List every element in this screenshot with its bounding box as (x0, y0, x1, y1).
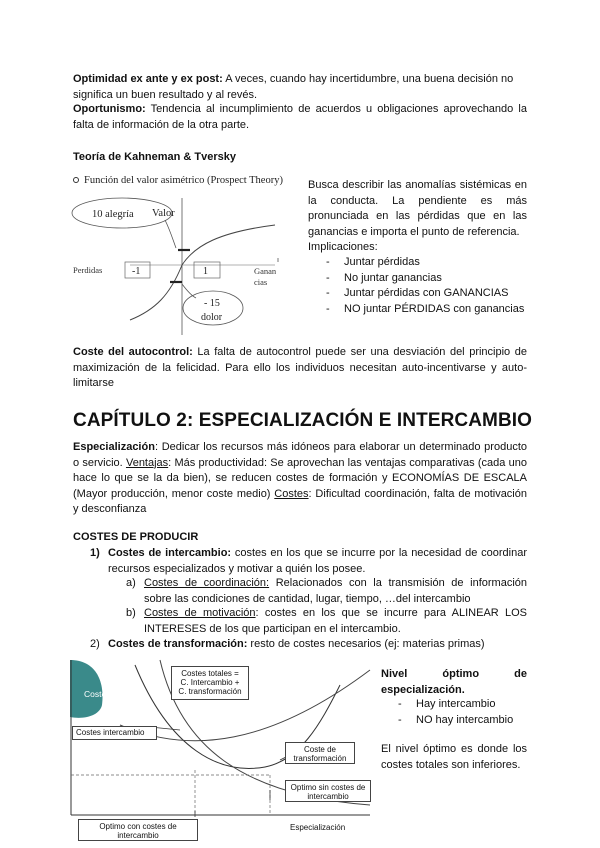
transformacion-line-1: Coste de (303, 745, 337, 754)
nivel-optimo-title-2: especialización. (381, 683, 465, 696)
especializacion-paragraph (73, 440, 527, 518)
optimo-sin-box (285, 780, 371, 802)
cost-sub-a-letter: a) (126, 577, 136, 589)
sin-line-1: Optimo sin costes de (290, 783, 366, 792)
cost-item-2-number: 2) (90, 638, 100, 650)
sin-line-2: intercambio (307, 792, 349, 801)
implicaciones-list (326, 255, 536, 317)
optimidad-term: Optimidad ex ante y ex post: (73, 73, 223, 85)
cost-sub-b-letter: b) (126, 607, 136, 619)
especializacion-axis-label: Especialización (290, 823, 346, 832)
list-item: - No juntar ganancias (326, 271, 442, 284)
nivel-optimo-title-1: Nivel óptimo de (381, 668, 527, 680)
con-line-2: intercambio (117, 831, 159, 840)
list-item: - Juntar pérdidas con GANANCIAS (326, 287, 509, 299)
dolor-arrow (182, 284, 196, 298)
list-item: - Juntar pérdidas (326, 256, 420, 268)
ganancias-label-1: Ganan (254, 266, 277, 276)
ganancias-label-2: cias (254, 277, 268, 287)
cost-item-1 (108, 546, 527, 577)
prospect-theory-figure (70, 170, 300, 340)
list-item: - Hay intercambio (398, 698, 496, 710)
especializacion-term: Especialización (73, 441, 155, 453)
nivel-optimo-title (381, 667, 527, 698)
especializacion-text-1: : Dedicar los recursos más idóneos para elaborar un determinado producto o servicio. (73, 441, 527, 469)
autocontrol-paragraph (73, 345, 527, 392)
oportunismo-text: Tendencia al incumplimiento de acuerdos u obligaciones aprovechando la falta de información de la otra parte. (73, 103, 527, 131)
cost-item-2-text: resto de costes necesarios (ej: materias primas) (247, 638, 485, 650)
list-item: - NO hay intercambio (398, 713, 514, 726)
alegria-arrow (165, 220, 176, 248)
chapter-title: CAPÍTULO 2: ESPECIALIZACIÓN E INTERCAMBIO (73, 410, 533, 431)
cost-item-1-term: Costes de intercambio: (108, 547, 232, 559)
dolor-label: dolor (201, 312, 223, 323)
oportunismo-term: Oportunismo: (73, 103, 146, 115)
prospect-theory-svg (70, 170, 300, 340)
especializacion-text-3: : Dificultad coordinación, falta de motivación y desconfianza (73, 487, 527, 515)
optimo-con-box (78, 819, 198, 841)
minus-one-label: -1 (132, 266, 141, 277)
kahneman-description: Busca describir las anomalías sistémicas en la conducta. La pendiente es más pronunciada en las pérdidas que en las ganancias e importa el punto de referencia. (308, 179, 527, 238)
cost-item-2 (108, 637, 527, 653)
costes-term: Costes (274, 487, 309, 500)
transformacion-line-2: transformación (293, 754, 347, 763)
cost-sub-a (144, 576, 527, 607)
ventajas-term: Ventajas (125, 456, 169, 469)
oportunismo-paragraph (73, 102, 527, 133)
cost-graph (70, 655, 375, 845)
cost-sub-b-text: : costes en los que se incurre para ALINEAR LOS INTERESES de los que participan en el intercambio. (144, 607, 527, 635)
cost-item-1-number: 1) (90, 547, 100, 559)
nivel-optimo-text: El nivel óptimo es donde los costes totales son inferiores. (381, 743, 527, 771)
intercambio-label: Costes intercambio (76, 728, 145, 737)
kahneman-heading: Teoría de Kahneman & Tversky (73, 151, 237, 163)
prospect-title: Función del valor asimétrico (Prospect Theory) (84, 175, 283, 186)
costes-label: Costes (84, 689, 111, 699)
one-label: 1 (203, 266, 208, 277)
costes-producir-heading: COSTES DE PRODUCIR (73, 531, 199, 543)
cost-item-1-text: costes en los que se incurre por la necesidad de coordinar recursos especializados y motivar a quién los posee. (108, 547, 527, 575)
con-line-1: Optimo con costes de (99, 822, 177, 831)
valor-label: Valor (152, 208, 175, 219)
list-item: - NO juntar PÉRDIDAS con ganancias (326, 302, 525, 315)
totales-line-3: C. transformación (178, 687, 242, 696)
cost-item-2-term: Costes de transformación: (108, 638, 248, 650)
perdidas-label: Perdidas (73, 265, 103, 275)
autocontrol-term: Coste del autocontrol: (73, 346, 193, 358)
cost-sub-b (144, 606, 527, 637)
costes-totales-box (171, 666, 249, 700)
especializacion-text-2: : Más productividad: Se aprovechan las ventajas comparativas (cada uno hace lo que se la da bien), se reducen costes de formación y ECONOMÍAS DE ESCALA (Mayor producción, menor coste medio) (73, 456, 527, 500)
implicaciones-label: Implicaciones: (308, 241, 378, 253)
totales-line-2: C. Intercambio + (180, 678, 240, 687)
nivel-optimo-list (398, 697, 538, 728)
dolor-number: - 15 (204, 298, 220, 309)
cost-sub-b-term: Costes de motivación (144, 607, 256, 619)
cost-sub-a-text: Relacionados con la transmisión de información sobre las condiciones de cantidad, lugar, tiempo, …del intercambio (144, 577, 528, 605)
cost-sub-a-term: Costes de coordinación: (144, 577, 270, 589)
costes-intercambio-box (72, 726, 157, 740)
optimidad-paragraph (73, 72, 527, 103)
totales-line-1: Costes totales = (181, 669, 239, 678)
coste-transformacion-box (285, 742, 355, 764)
autocontrol-text: La falta de autocontrol puede ser una desviación del principio de maximización de la felicidad. Para ello los individuos necesitan auto-incentivarse y auto-limitarse (73, 346, 527, 389)
optimidad-text: A veces, cuando hay incertidumbre, una buena decisión no significa un buen resultado y al revés. (73, 73, 514, 101)
alegria-label: 10 alegría (92, 209, 134, 220)
bullet-circle-icon (74, 178, 79, 183)
